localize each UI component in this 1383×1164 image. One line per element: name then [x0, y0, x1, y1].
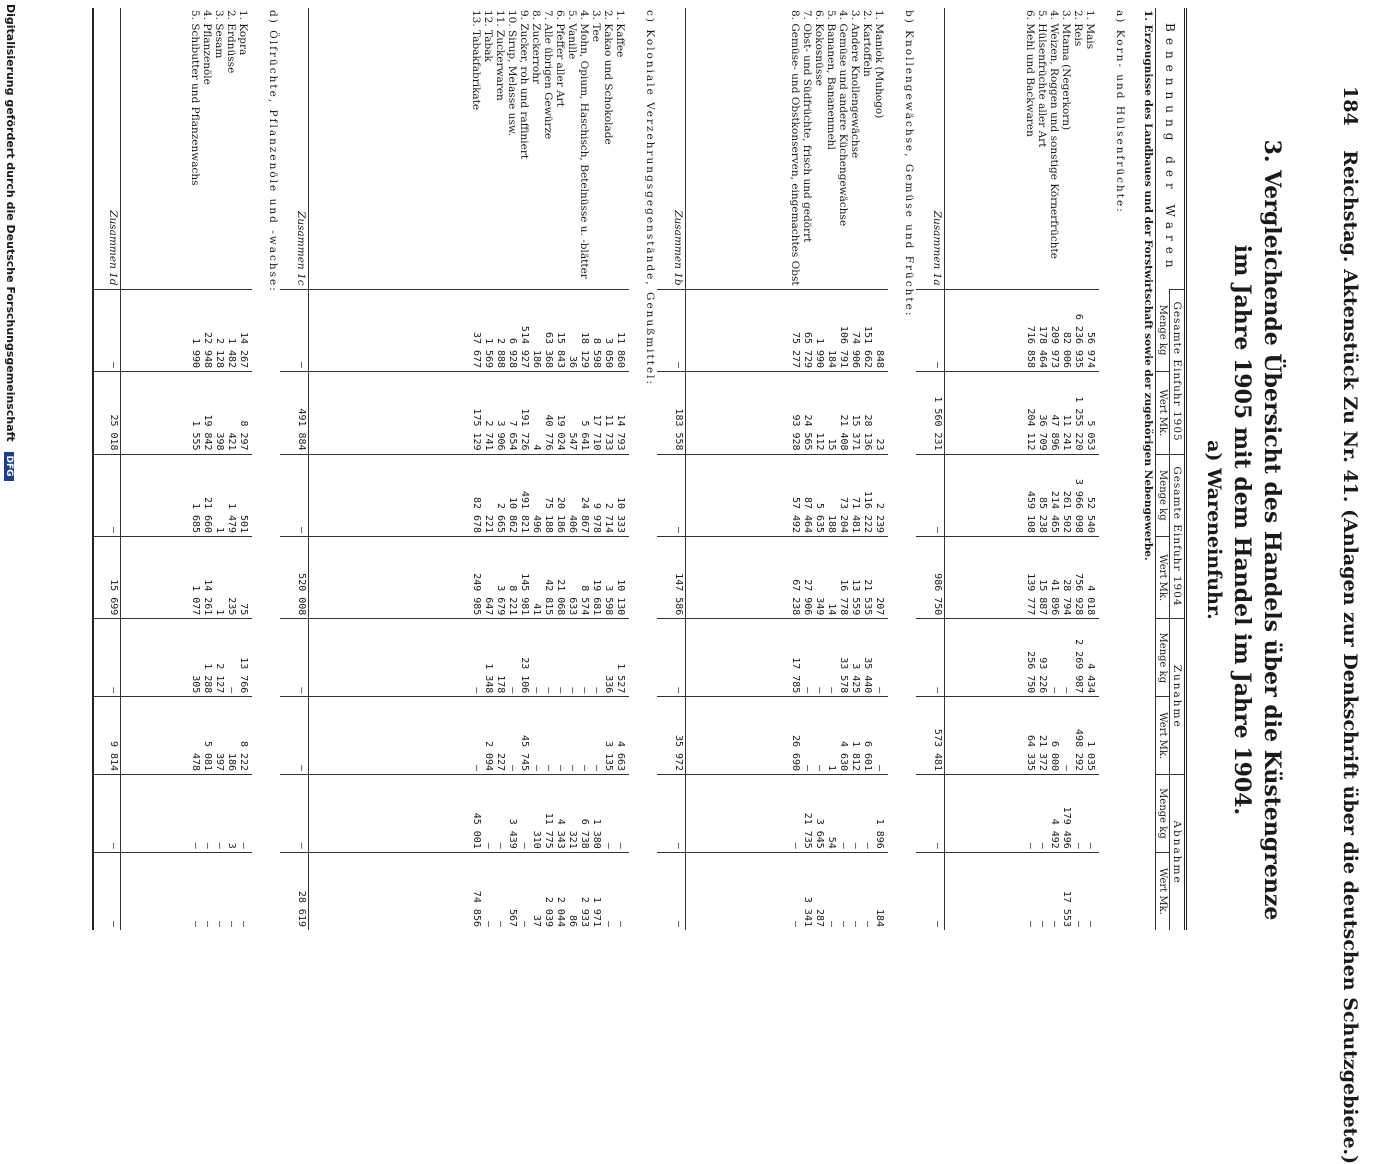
section-heading: 1. Erzeugnisse des Landbaues und der Forstwirtschaft sowie der zugehörigen Nebengewerbe. — [1142, 10, 1154, 561]
total-cell: 15 699 — [92, 537, 121, 619]
total-cell: — — [280, 289, 309, 372]
total-row — [92, 8, 121, 930]
total-cell: — — [92, 775, 121, 853]
wert-zunahme: 8 222 186 397 5 081 478 — [121, 697, 252, 775]
sub-header-menge: Menge kg — [1156, 454, 1170, 537]
total-cell: — — [92, 852, 121, 930]
total-label: Zusammen 1a — [916, 8, 945, 289]
sub-header-menge: Menge kg — [1156, 619, 1170, 697]
total-cell: 35 972 — [657, 697, 686, 775]
total-label: Zusammen 1b — [657, 8, 686, 289]
total-cell: — — [657, 454, 686, 537]
wert-zunahme: 1 035 498 292 — 6 000 21 372 64 335 — [944, 697, 1099, 775]
menge-1904: 2 239 116 222 71 481 73 204 188 5 635 87 464 57 492 — [686, 454, 888, 537]
menge-1904: 10 333 2 714 9 978 24 867 406 20 186 75 188 496 491 821 10 862 2 665 221 82 678 — [308, 454, 629, 537]
total-cell: 520 008 — [280, 537, 309, 619]
total-cell: — — [657, 619, 686, 697]
table-row — [686, 8, 888, 930]
menge-1905: 56 974 6 236 935 82 006 209 973 178 464 716 858 — [944, 289, 1099, 372]
menge-1905: 11 860 3 050 8 598 18 129 36 15 843 63 368 186 514 927 6 928 2 888 1 569 37 677 — [308, 289, 629, 372]
table-header — [1156, 8, 1186, 930]
total-cell: — — [280, 775, 309, 853]
total-label: Zusammen 1c — [280, 8, 309, 289]
ware-names: 1. Kaffee 2. Kakao und Schokolade 3. Tee 4. Mohn, Opium, Haschisch, Betelnüsse u. -blätter 5. Vanille 6. Pfeffer aller Art 7. Alle übrigen Gewürze 8. Zuckerrohr 9. Zucker, roh und raffiniert 10. Sirup, Melasse usw. 11. Zuckerwaren 12. Tabak 13. Tabakfabrikate — [470, 10, 627, 279]
total-row — [280, 8, 309, 930]
total-cell: — — [916, 619, 945, 697]
total-cell: 25 018 — [92, 372, 121, 455]
wert-zunahme: 4 663 3 135 — — — — — — 45 745 — 227 2 094 — — [308, 697, 629, 775]
wert-1905: 23 28 136 15 371 21 408 15 112 24 565 93 928 — [686, 372, 888, 455]
menge-zunahme: — 35 440 3 425 33 578 — — — 17 785 — [686, 619, 888, 697]
menge-zunahme: 13 766 — 2 127 1 288 305 — [121, 619, 252, 697]
menge-zunahme: 1 527 336 — — — — — — 23 106 — 178 1 348 — — [308, 619, 629, 697]
total-cell: 1 560 231 — [916, 372, 945, 455]
group-header-1904: Gesamte Einfuhr 1904 — [1170, 454, 1186, 619]
total-cell: 28 619 — [280, 852, 309, 930]
table-row — [944, 8, 1099, 930]
total-row — [916, 8, 945, 930]
trade-table-area — [92, 8, 1187, 930]
total-cell: 147 586 — [657, 537, 686, 619]
table-row — [121, 8, 252, 930]
trade-table — [92, 8, 1187, 930]
sub-header-menge: Menge kg — [1156, 775, 1170, 853]
total-cell: — — [916, 852, 945, 930]
menge-abnahme: — — 179 496 4 492 — — — [944, 775, 1099, 853]
sub-header-wert: Wert Mk. — [1156, 537, 1170, 619]
total-cell: — — [280, 454, 309, 537]
total-cell: — — [916, 454, 945, 537]
menge-1904: 501 1 479 1 21 660 1 685 — [121, 454, 252, 537]
wert-abnahme: — — 1 971 2 933 86 2 044 2 039 37 — 567 — — 74 856 — [308, 852, 629, 930]
ware-names: 1. Mais 2. Reis 3. Mtama (Negerkorn) 4. Weizen, Roggen und sonstige Körnerfrüchte 5. Hülsenfrüchte aller Art 6. Mehl und Backwaren — [1024, 10, 1097, 259]
ware-names: 1. Maniok (Muhogo) 2. Kartoffeln 3. Andere Knollengewächse 4. Gemüse und andere Küchengewächse 5. Bananen, Bananenmehl 6. Kokosnüsse 7. Obst- und Südfrüchte, frisch und gedörrt 8. Gemüse- und Obstkonserven, eingemachtes Obst — [788, 10, 885, 286]
menge-abnahme: — 3 — — — — [121, 775, 252, 853]
block-heading: a) Korn- und Hülsenfrüchte: — [1113, 10, 1126, 214]
dfg-credit-text: Digitalisierung gefördert durch die Deutsche Forschungsgemeinschaft — [4, 4, 17, 442]
total-label: Zusammen 1d — [92, 8, 121, 289]
page-number: 184 — [1339, 86, 1361, 126]
total-cell: — — [92, 619, 121, 697]
page-subtitle: a) Wareneinfuhr. — [1203, 440, 1225, 620]
wert-abnahme: 184 — — — — 287 3 341 — — [686, 852, 888, 930]
total-cell: — — [916, 775, 945, 853]
menge-abnahme: 1 896 — — — 54 3 645 21 735 — — [686, 775, 888, 853]
total-cell: — — [280, 697, 309, 775]
ware-names: 1. Kopra 2. Erdnüsse 3. Sesam 4. Pflanzenöle 5. Schibutter und Pflanzenwachs — [189, 10, 250, 186]
menge-1905: 848 151 662 74 906 106 791 184 1 990 65 729 75 277 — [686, 289, 888, 372]
wert-1904: 75 235 1 14 261 1 077 — [121, 537, 252, 619]
wert-abnahme: — — 17 553 — — — — [944, 852, 1099, 930]
running-head-text: Reichstag. Aktenstück Zu Nr. 41. (Anlagen zur Denkschrift über die deutschen Schutzgebiete.) — [1339, 150, 1361, 1164]
wert-abnahme: — — — — — — [121, 852, 252, 930]
total-cell: — — [92, 454, 121, 537]
block-heading: b) Knollengewächse, Gemüse und Früchte: — [902, 10, 915, 318]
dfg-credit — [4, 4, 17, 996]
total-cell: — — [657, 775, 686, 853]
wert-1904: 10 130 3 598 19 681 8 574 633 21 068 42 815 41 145 981 8 221 3 679 647 249 985 — [308, 537, 629, 619]
sub-header-wert: Wert Mk. — [1156, 372, 1170, 455]
total-cell: — — [657, 852, 686, 930]
total-cell: 573 481 — [916, 697, 945, 775]
total-cell: — — [280, 619, 309, 697]
menge-1904: 52 540 3 966 098 261 502 214 465 85 238 459 108 — [944, 454, 1099, 537]
total-row — [657, 8, 686, 930]
group-header-zunahme: Zunahme — [1170, 619, 1186, 775]
menge-abnahme: — — 1 380 6 738 321 4 343 11 775 310 — 3 439 — — 45 001 — [308, 775, 629, 853]
wert-1904: 4 018 756 928 28 794 41 896 15 887 139 777 — [944, 537, 1099, 619]
menge-zunahme: 4 434 2 269 987 — — 93 226 256 750 — [944, 619, 1099, 697]
group-header-abnahme: Abnahme — [1170, 775, 1186, 930]
dfg-logo: DFG — [4, 452, 14, 481]
total-cell: 491 884 — [280, 372, 309, 455]
wert-1905: 8 297 421 398 19 842 1 555 — [121, 372, 252, 455]
wert-1904: 207 21 535 13 559 16 778 14 349 27 906 67 238 — [686, 537, 888, 619]
sub-header-wert: Wert Mk. — [1156, 852, 1170, 930]
block-heading: c) Koloniale Verzehrungsgegenstände, Genußmittel: — [643, 10, 656, 387]
footer-rule — [92, 8, 94, 930]
total-cell: — — [916, 289, 945, 372]
sub-header-wert: Wert Mk. — [1156, 697, 1170, 775]
col-header-name: Benennung der Waren — [1156, 8, 1186, 289]
total-cell: 986 750 — [916, 537, 945, 619]
running-head — [1321, 86, 1361, 1164]
wert-1905: 5 053 1 255 220 11 241 47 896 36 709 204 112 — [944, 372, 1099, 455]
title-block — [1203, 120, 1287, 940]
page-title: 3. Vergleichende Übersicht des Handels über die Küstengrenze im Jahre 1905 mit dem Handel im Jahre 1904. — [1229, 139, 1285, 921]
wert-zunahme: — 6 601 1 812 4 630 1 — — 26 690 — [686, 697, 888, 775]
total-cell: 183 558 — [657, 372, 686, 455]
total-cell: — — [92, 289, 121, 372]
table-row — [308, 8, 629, 930]
total-cell: — — [657, 289, 686, 372]
total-cell: 9 814 — [92, 697, 121, 775]
wert-1905: 14 793 11 733 17 710 5 641 547 19 024 40 776 4 191 726 7 654 3 906 2 741 175 129 — [308, 372, 629, 455]
sub-header-menge: Menge kg — [1156, 289, 1170, 372]
block-heading: d) Ölfrüchte, Pflanzenöle und -wachse: — [266, 10, 279, 293]
group-header-1905: Gesamte Einfuhr 1905 — [1170, 289, 1186, 454]
menge-1905: 14 267 1 482 2 128 22 948 1 990 — [121, 289, 252, 372]
